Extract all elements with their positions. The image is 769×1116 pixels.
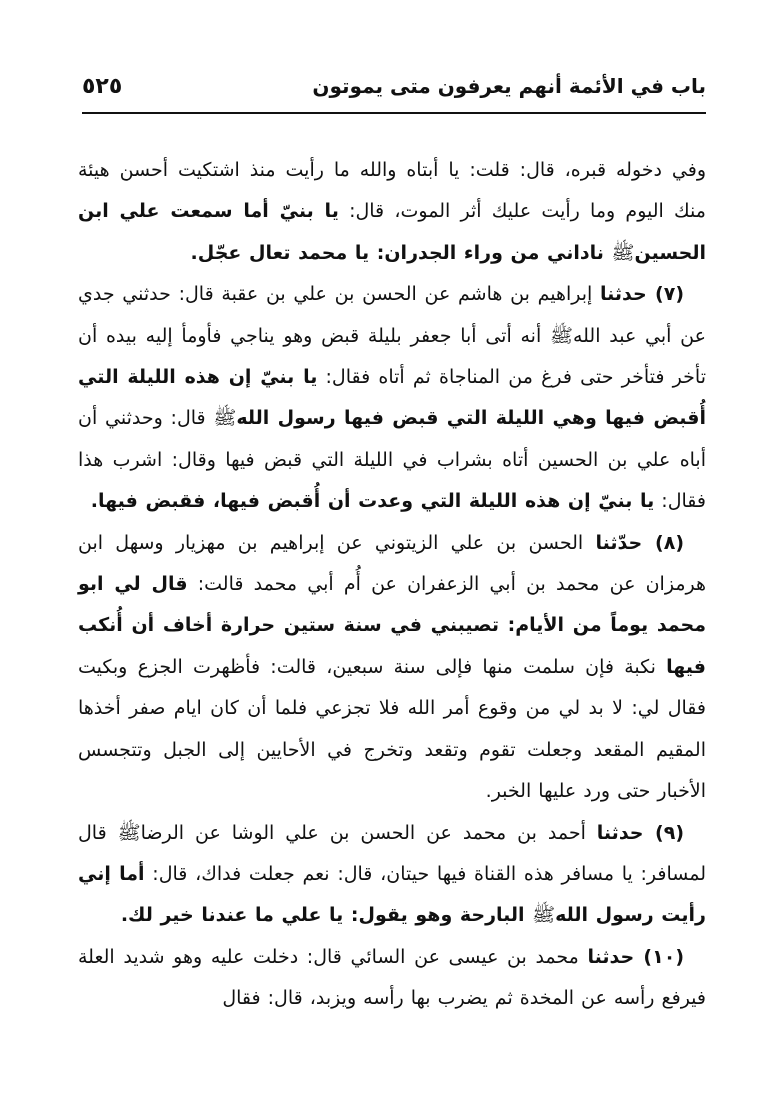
hadith-number: (٧) حدثنا — [600, 283, 684, 306]
text-run: أحمد بن محمد عن الحسن بن علي الوشا عن الرضا — [140, 821, 597, 844]
hadith-number: (١٠) حدثنا — [587, 945, 685, 968]
hadith-number: (٨) حدّثنا — [595, 531, 684, 554]
text-run: إبراهيم بن هاشم عن الحسن بن علي بن عقبة قال: حدثني جدي عن أبي عبد الله — [78, 283, 706, 347]
paragraph — [78, 523, 706, 813]
text-run: قال: وحدثني أن أباه علي بن الحسين أتاه بشراب في الليلة التي قبض فيها وقال: اشرب هذا فقال: — [78, 407, 706, 513]
honorific-glyph: ﷺ — [549, 324, 573, 347]
honorific-glyph: ﷺ — [611, 241, 635, 264]
running-title: باب في الأئمة أنهم يعرفون متى يموتون — [312, 74, 706, 98]
page-header — [82, 68, 706, 114]
page-number: ٥٢٥ — [82, 73, 123, 99]
text-run: محمد بن عيسى عن السائي قال: دخلت عليه وهو شديد العلة فيرفع رأسه عن المخدة ثم يضرب بها رأسه ويزبد، قال: فقال — [78, 945, 706, 1010]
honorific-glyph: ﷺ — [117, 821, 141, 844]
text-run: قال لمسافر: يا مسافر هذه القناة فيها حيتان، قال: نعم جعلت فداك، قال: — [78, 821, 706, 885]
text-run: وفي دخوله قبره، قال: قلت: يا أبتاه والله ما رأيت منذ اشتكيت أحسن هيئة منك اليوم وما رأيت عليك أثر الموت، قال: — [78, 159, 706, 223]
paragraph — [78, 813, 706, 937]
bold-text-run: يا بنيّ إن هذه الليلة التي وعدت أن أُقبض فيها، فقبض فيها. — [90, 490, 655, 513]
bold-text-run: يا بنيّ إن هذه الليلة التي أُقبض فيها وهي الليلة التي قبض فيها رسول الله — [78, 366, 706, 430]
text-run: الحسن بن علي الزيتوني عن إبراهيم بن مهزيار وسهل ابن هرمزان عن محمد بن أبي الزعفران عن أُم أبي محمد قالت: — [78, 531, 707, 596]
bold-text-run: يا بنيّ أما سمعت علي ابن الحسين — [78, 200, 706, 264]
bold-text-run: البارحة وهو يقول: يا علي ما عندنا خير لك. — [120, 904, 533, 927]
page-body — [78, 150, 706, 1020]
text-run: نكبة فإن سلمت منها فإلى سنة سبعين، قالت: فأظهرت الجزع وبكيت فقال لي: لا بد لي من وقوع أمر الله فلا تجزعي فلما أن كان ايام صفر أخذها المقيم المقعد وجعلت تقوم وتقعد وتخرج في الأحايين إلى الجبل وتتجسس الأخبار حتى ورد عليها الخبر. — [78, 655, 706, 803]
paragraph — [78, 274, 706, 522]
text-run: أنه أتى أبا جعفر بليلة قبض وهو يناجي فأومأ إليه بيده أن تأخر فتأخر حتى فرغ من المناجاة ثم أتاه فقال: — [78, 324, 706, 389]
bold-text-run: ناداني من وراء الجدران: يا محمد تعال عجّل. — [190, 241, 612, 264]
honorific-glyph: ﷺ — [213, 407, 237, 430]
bold-text-run: أما إني رأيت رسول الله — [78, 862, 706, 927]
honorific-glyph: ﷺ — [532, 904, 556, 927]
bold-text-run: قال لي ابو محمد يوماً من الأيام: تصيبني في سنة ستين حرارة أخاف أن أُنكب فيها — [78, 573, 706, 678]
paragraph — [78, 150, 706, 274]
paragraph — [78, 937, 706, 1020]
hadith-number: (٩) حدثنا — [596, 821, 684, 844]
